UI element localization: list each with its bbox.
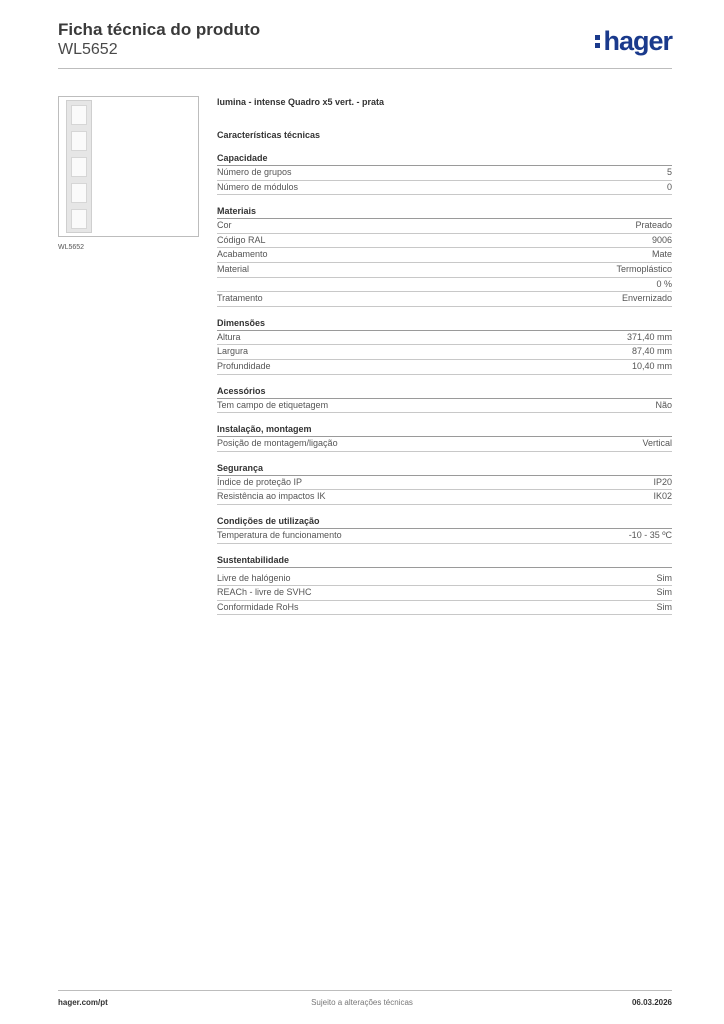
spec-title: Características técnicas	[217, 130, 321, 140]
spec-label: REACh - livre de SVHC	[217, 587, 312, 598]
spec-label: Código RAL	[217, 234, 266, 245]
spec-row	[217, 490, 672, 505]
hager-logo	[595, 26, 672, 57]
spec-section	[217, 515, 672, 544]
spec-label: Largura	[217, 346, 249, 357]
footer-note: Sujeito a alterações técnicas	[311, 998, 413, 1007]
spec-value: Prateado	[635, 220, 672, 231]
spec-row	[217, 248, 672, 263]
spec-value: Envernizado	[621, 293, 672, 304]
footer-date: 06.03.2026	[631, 998, 672, 1007]
spec-label: Tratamento	[217, 293, 263, 304]
spec-label: Conformidade RoHs	[217, 601, 299, 612]
spec-label: Profundidade	[217, 360, 271, 371]
spec-value: 9006	[651, 234, 672, 245]
spec-value: Termoplástico	[616, 263, 672, 274]
spec-value: 10,40 mm	[631, 360, 672, 371]
spec-value: Mate	[651, 249, 672, 260]
spec-section	[217, 554, 672, 616]
spec-value: IP20	[653, 476, 672, 487]
spec-row	[217, 166, 672, 181]
spec-label: Acabamento	[217, 249, 268, 260]
section-heading: Acessórios	[217, 385, 672, 399]
spec-label: Cor	[217, 220, 232, 231]
spec-row	[217, 529, 672, 544]
section-heading: Sustentabilidade	[217, 554, 672, 568]
spec-value: Não	[655, 399, 672, 410]
spec-row	[217, 360, 672, 375]
spec-row	[217, 572, 672, 587]
product-image	[58, 96, 199, 237]
header-divider	[58, 68, 672, 69]
spec-value: -10 - 35 ºC	[628, 529, 672, 540]
spec-row	[217, 263, 672, 278]
spec-value: Sim	[656, 572, 672, 583]
frame-slot	[71, 105, 87, 125]
spec-row	[217, 586, 672, 601]
section-heading: Dimensões	[217, 317, 672, 331]
spec-label: Resistência ao impactos IK	[217, 491, 326, 502]
spec-section	[217, 423, 672, 452]
spec-content	[217, 96, 672, 615]
spec-row	[217, 181, 672, 196]
spec-row	[217, 437, 672, 452]
spec-row	[217, 399, 672, 414]
spec-section	[217, 152, 672, 195]
spec-label: Altura	[217, 331, 241, 342]
image-caption: WL5652	[58, 244, 85, 251]
spec-value: Sim	[656, 587, 672, 598]
section-heading: Condições de utilização	[217, 515, 672, 529]
spec-value: IK02	[653, 491, 672, 502]
spec-label: Número de grupos	[217, 167, 292, 177]
spec-value: 0 %	[656, 278, 672, 289]
frame-slot	[71, 131, 87, 151]
spec-row	[217, 476, 672, 491]
spec-section	[217, 317, 672, 375]
spec-row	[217, 331, 672, 346]
frame-slot	[71, 183, 87, 203]
frame-slot	[71, 157, 87, 177]
spec-value: 5	[666, 167, 672, 177]
spec-sections	[217, 152, 672, 615]
spec-row	[217, 292, 672, 307]
spec-label: Livre de halógenio	[217, 572, 291, 583]
spec-label: Tem campo de etiquetagem	[217, 399, 329, 410]
spec-label: Número de módulos	[217, 181, 299, 192]
spec-value: Sim	[656, 601, 672, 612]
logo-dots-icon	[595, 32, 602, 50]
logo-text: hager	[603, 26, 672, 56]
section-heading: Materiais	[217, 205, 672, 219]
section-heading: Segurança	[217, 462, 672, 476]
spec-label: Temperatura de funcionamento	[217, 529, 342, 540]
product-code: WL5652	[58, 41, 118, 58]
spec-label: Posição de montagem/ligação	[217, 438, 338, 449]
spec-value: 371,40 mm	[626, 331, 672, 342]
frame-illustration	[66, 100, 92, 233]
section-heading: Instalação, montagem	[217, 423, 672, 437]
spec-label: Material	[217, 263, 250, 274]
spec-section	[217, 205, 672, 307]
spec-row	[217, 219, 672, 234]
product-name: lumina - intense Quadro x5 vert. - prata	[217, 97, 385, 107]
section-heading: Capacidade	[217, 152, 672, 166]
footer-divider	[58, 990, 672, 991]
footer-website: hager.com/pt	[58, 998, 108, 1007]
document-header	[58, 20, 260, 60]
spec-value: Vertical	[642, 438, 672, 449]
spec-row	[217, 601, 672, 616]
spec-row	[217, 345, 672, 360]
spec-row	[217, 278, 672, 293]
page-title: Ficha técnica do produto	[58, 20, 261, 39]
frame-slot	[71, 209, 87, 229]
spec-section	[217, 462, 672, 505]
spec-section	[217, 385, 672, 414]
spec-value: 87,40 mm	[631, 346, 672, 357]
spec-row	[217, 234, 672, 249]
spec-value: 0	[666, 181, 672, 192]
spec-label: Índice de proteção IP	[217, 476, 303, 487]
